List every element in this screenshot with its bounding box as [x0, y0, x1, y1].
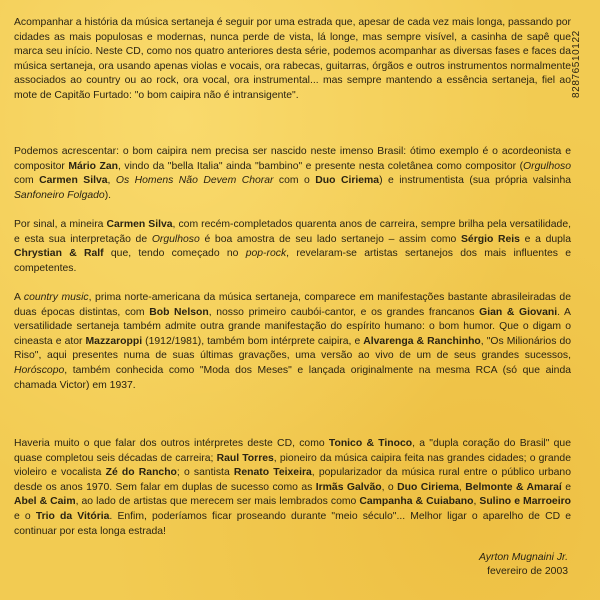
text-segment: que, tendo começado no: [103, 248, 246, 260]
text-segment: A: [14, 292, 24, 303]
artist-name: Chrystian & Ralf: [14, 248, 104, 260]
text-segment: com: [14, 175, 40, 187]
artist-name: Duo Ciriema: [315, 175, 380, 187]
text-segment: , com recém-completados quarenta anos de carreira, sempre brilha pela versatilidade, e esta sua interpretação de: [14, 219, 572, 245]
text-segment: ,: [107, 175, 116, 187]
song-title: Orgulhoso: [523, 160, 571, 172]
text-segment: , revelaram-se artistas sertanejos dos mais influentes e competentes.: [14, 248, 571, 274]
text-segment: ,: [473, 496, 480, 508]
text-segment: , pioneiro da música caipira feita nas grandes cidades; o grande violeiro e vocalista: [14, 452, 571, 479]
text-segment: é boa amostra de seu lado sertanejo – assim como: [199, 233, 461, 245]
song-title: Horóscopo: [14, 364, 65, 376]
artist-name: Renato Teixeira: [233, 467, 312, 479]
artist-name: Raul Torres: [216, 452, 274, 464]
text-segment: ).: [104, 189, 112, 201]
text-segment: , o: [381, 481, 398, 493]
text-segment: e a dupla: [519, 233, 571, 245]
signature-date: fevereiro de 2003: [487, 566, 568, 577]
song-title: Sanfoneiro Folgado: [14, 189, 105, 201]
text-segment: com o: [273, 175, 316, 187]
text-segment: , prima norte-americana da música sertaneja, comparece em manifestações bastante abrasileiradas de duas épocas distintas, com: [14, 292, 571, 318]
artist-name: Sulino e Marroeiro: [479, 496, 571, 508]
text-segment: ,: [458, 481, 466, 493]
signature-block: [479, 551, 568, 579]
artist-name: Irmãs Galvão: [315, 481, 382, 493]
artist-name: Zé do Rancho: [105, 467, 177, 479]
text-segment: (1912/1981), também bom intérprete caipira, e: [142, 335, 364, 347]
text-segment: e: [561, 481, 571, 493]
artist-name: Tonico & Tinoco: [328, 438, 413, 449]
catalog-number-text: 82876510122: [571, 30, 582, 98]
paragraph-4: [14, 291, 571, 393]
artist-name: Duo Ciriema: [397, 481, 459, 493]
text-segment: , vindo da "bella Italia" ainda "bambino" e presente nesta coletânea como compositor (: [118, 160, 524, 172]
artist-name: Alvarenga & Ranchinho: [363, 335, 481, 347]
artist-name: Campanha & Cuiabano: [359, 496, 474, 508]
song-title: pop-rock: [245, 248, 287, 260]
artist-name: Bob Nelson: [149, 306, 209, 318]
text-segment: , ao lado de artistas que merecem ser mais lembrados como: [75, 496, 360, 508]
artist-name: Mazzaroppi: [85, 335, 143, 347]
artist-name: Mário Zan: [68, 160, 118, 172]
song-title: Os Homens Não Devem Chorar: [115, 175, 274, 187]
artist-name: Gian & Giovani: [479, 306, 558, 318]
paragraph-2: [14, 145, 571, 203]
artist-name: Belmonte & Amaraí: [465, 481, 562, 493]
text-segment: ) e instrumentista (sua própria valsinha: [379, 175, 572, 187]
text-segment: . A versatilidade sertaneja também admite outra grande manifestação do espírito humano: o bom humor. Que o digam o cineasta e ator: [14, 306, 571, 347]
text-segment: Por sinal, a mineira: [14, 219, 107, 230]
signature-author: Ayrton Mugnaini Jr.: [478, 552, 568, 563]
paragraph-1: [14, 16, 571, 104]
text-segment: , também conhecida como "Moda dos Meses" e lançada originalmente na mesma RCA (só que ainda chamada Victor) em 1937.: [14, 364, 571, 391]
artist-name: Carmen Silva: [106, 219, 173, 230]
song-title: country music: [23, 292, 89, 303]
text-segment: , a "dupla coração do Brasil" que quase completou seis décadas de carreira;: [14, 438, 571, 464]
text-segment: , "Os Milionários do Riso", aqui presentes numa de suas últimas gravações, uma versão ao vivo de um de seus grandes sucessos,: [14, 335, 571, 362]
text-segment: Podemos acrescentar: o bom caipira nem precisa ser nascido neste imenso Brasil: ótimo exemplo é o acordeonista e compositor: [14, 146, 571, 172]
text-segment: e o: [14, 510, 36, 522]
artist-name: Sérgio Reis: [460, 233, 520, 245]
catalog-number: [571, 8, 593, 120]
artist-name: Carmen Silva: [39, 175, 108, 187]
artist-name: Trio da Vitória: [35, 510, 110, 522]
song-title: Orgulhoso: [151, 233, 200, 245]
text-segment: Acompanhar a história da música sertaneja é seguir por uma estrada que, apesar de cada vez mais longa, passando por cidades as mais populosas e modernas, nunca perde de vista, lá longe, mas sempre visível, a casinha de sapê que marca seu início. Neste CD, como nos quatro anteriores desta série, podemos acompanhar as diversas fases e faces da música sertaneja, ora usando apenas violas e vocais, ora rabecas, guitarras, órgãos e outros instrumentos normalmente associados ao country ou ao rock, ora vocal, ora instrumental... mas sempre mantendo a essência sertaneja, fiel ao mote de Capitão Furtado: "o bom caipira não é intransigente".: [14, 17, 571, 101]
text-segment: . Enfim, poderíamos ficar proseando durante "meio século"... Melhor ligar o aparelho de CD e continuar por esta longa estrada!: [14, 510, 571, 537]
artist-name: Abel & Caim: [14, 496, 76, 508]
text-segment: , popularizador da música rural entre o público urbano desde os anos 1970. Sem falar em duplas de sucesso como as: [14, 467, 571, 493]
paragraph-5: [14, 437, 571, 539]
paragraph-3: [14, 218, 571, 276]
text-segment: ; o santista: [176, 467, 234, 479]
text-segment: , nosso primeiro caubói-cantor, e os grandes francanos: [208, 306, 480, 318]
text-segment: Haveria muito o que falar dos outros intérpretes deste CD, como: [14, 438, 329, 449]
